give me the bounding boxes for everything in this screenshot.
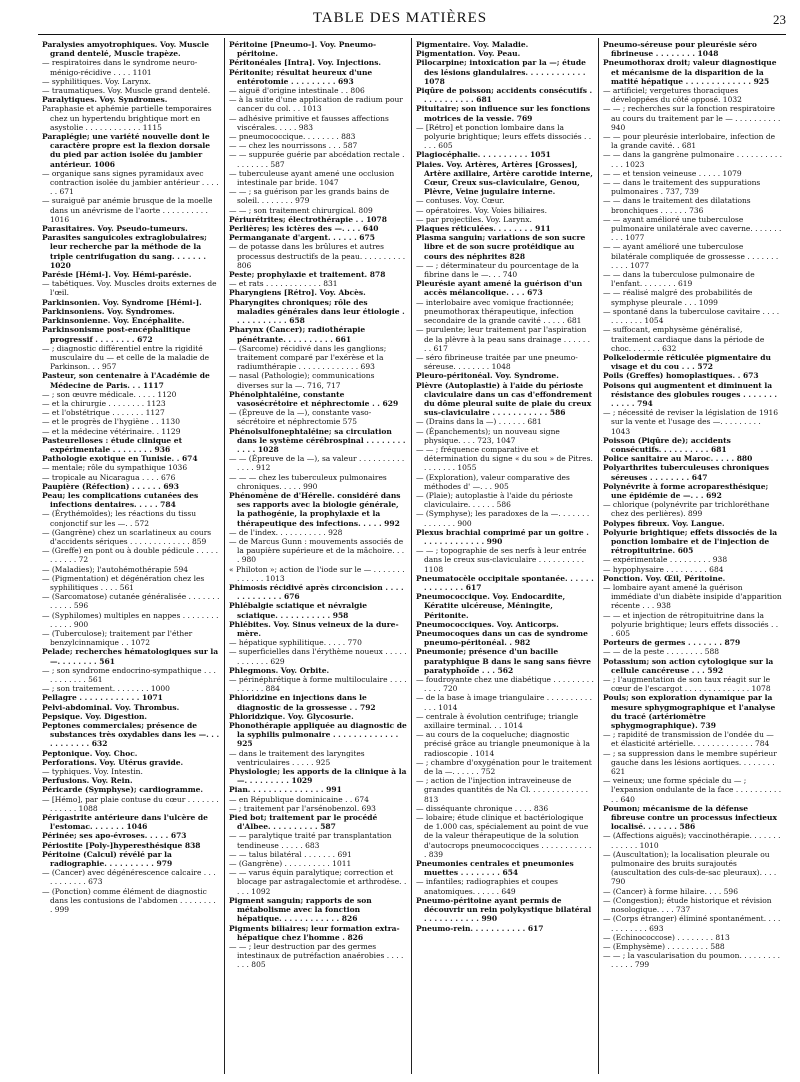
index-entry: Phénomène de d'Hérelle. considéré dans ses rapports avec la biologie générale, la pathogénie, la prophylaxie et la thérapeutique des infections. . . . . 992 [229,490,401,528]
index-entry: Plexus brachial comprimé par un goitre . . . . . . . . . . . . . 990 [416,527,589,546]
index-entry: Parasitaires. Voy. Pseudo-tumeurs. [42,224,188,234]
index-subentry: — — de la peste . . . . . . . . 588 [603,647,720,657]
index-subentry: — veineux; une forme spéciale du — ; l'expansion ondulante de la face . . . . . . . . . . . . 640 [603,776,782,804]
index-subentry: — de l'index. . . . . . . . . . . 928 [229,527,343,537]
index-entry: Ponction. Voy. Œil, Péritoine. [603,573,726,583]
index-subentry: — — — chez les tuberculeux pulmonaires chroniques. . . . . 990 [229,472,387,491]
index-entry: Paralytiques. Voy. Syndromes. [42,95,168,105]
index-subentry: — par projectiles. Voy. Larynx. [416,214,532,224]
index-subentry: — (Exploration), valeur comparative des méthodes d' —. . . 905 [416,472,570,491]
index-entry: Parkinsonienne. Voy. Encéphalite. [42,316,185,326]
index-entry: Pharynx (Cancer); radiothérapie pénétrante. . . . . . . . . . 661 [229,325,366,344]
index-entry: Polyarthrites tuberculeuses chroniques séreuses . . . . . . . . 647 [603,463,770,482]
index-subentry: — de la base à image triangulaire . . . . . . . . . . . . . 1014 [416,693,593,712]
index-entry: Pneumatocèle occipitale spontanée. . . . . . . . . . . . . . 617 [416,573,594,592]
index-subentry: — infantiles; radiographies et coupes anatomiques. . . . . . 649 [416,877,559,896]
index-subentry: — ; diagnostic différentiel entre la rigidité musculaire du — et celle de la maladie de Parkinson. . . 957 [42,343,210,372]
index-subentry: — — pour pleurésie interlobaire, infection de la grande cavité. . 681 [603,132,776,151]
index-entry: Pelade; recherches hématologiques sur la —. . . . . . . . 561 [42,647,219,666]
index-subentry: — hépatique syphilitique. . . . . 770 [229,638,362,648]
index-subentry: — tabétiques. Voy. Muscles droits externes de l'œil. [42,279,217,298]
index-subentry: — et l'obstétrique . . . . . . . 1127 [42,408,165,418]
index-entry: Périurétrites; électrothérapie . . 1078 [229,214,387,224]
index-column-3 [412,38,599,1074]
index-subentry: — ; son œuvre médicale. . . . . 1120 [42,389,177,399]
index-subentry: — (Pigmentation) et dégénération chez les syphilitiques . . . . 561 [42,573,205,592]
index-subentry: — (Emphysème) . . . . . . . . . 588 [603,941,725,951]
index-entry: Polynévrite à forme acroparesthésique; une épidémie de —. . . 692 [603,481,769,500]
index-subentry: — — ayant amélioré une tuberculose bilatérale compliquée de grossesse . . . . . . . . . . . 1077 [603,242,779,270]
index-subentry: — mentale; rôle du sympathique 1036 [42,463,188,473]
index-entry: Pharyngites chroniques; rôle des maladies générales dans leur étiologie . . . . . . . . . . . 658 [229,297,405,326]
index-entry: Peptones commerciales; présence de substances très oxydables dans les —. . . . . . . . . . . 632 [42,721,220,749]
index-subentry: — (Greffe) en pont ou à double pédicule . . . . . . . . . . . 72 [42,546,219,565]
index-subentry: — (Symphyse); les paradoxes de la —. . . . . . . . . . . . . . 900 [416,509,590,528]
index-subentry: — nasal (Pathologie); communications diverses sur la —. 716, 717 [229,371,375,390]
index-subentry: — pneumococcique. . . . . . . . 883 [229,132,356,142]
index-subentry: — purulente; leur traitement par l'aspiration de la plèvre à la peau sans drainage . . . . . . . . 617 [416,325,590,353]
index-subentry: Paraphasie et aphémie partielle temporaires chez un hypertendu brightique mort en asystolie . . . . . . . . . . . . 1115 [42,104,212,132]
index-subentry: — — dans la tuberculose pulmonaire de l'enfant. . . . . . . . 619 [603,270,755,289]
index-entry: Phimosis récidivé après circoncision . . . . . . . . . . . . . 676 [229,582,404,602]
index-column-2 [225,38,412,1074]
index-entry: Péritonéales [Intra]. Voy. Injections. [229,58,382,68]
index-entry: Phlébalgie sciatique et névralgie sciatique. . . . . . . . . . . 958 [229,601,367,620]
index-subentry: — — suppurée guérie par abcédation rectale . . . . . . . . 587 [229,150,405,169]
index-subentry: — ; son syndrome endocrino-sympathique . . . . . . . . . . . 561 [42,665,216,685]
index-subentry: — — et injection de rétropituitrine dans la polyurie brightique; leurs effets dissociés . . . 605 [603,610,779,638]
index-entry: Périostite [Poly-]hyperesthésique 838 [42,840,201,850]
index-subentry: — — (Épreuve de la —), sa valeur . . . . . . . . . . . . . . 912 [229,454,405,473]
index-subentry: — en République dominicaine . . 674 [229,794,369,804]
index-entry: Péritonite; résultat heureux d'une entérotomie . . . . . . . . . 693 [229,67,373,86]
index-subentry: — suraiguë par anémie brusque de la moelle dans un anévrisme de l'aorte . . . . . . . . . . 1016 [42,196,213,224]
index-entry: Poisson (Piqûre de); accidents consécutifs. . . . . . . . . . 681 [603,435,731,454]
index-subentry: — ; action de l'injection intraveineuse de grandes quantités de Na Cl. . . . . . . . . . . . . 813 [416,776,588,804]
index-subentry: — (Corps étranger) éliminé spontanément. . . . . . . . . . . . 693 [603,914,781,933]
index-subentry: — — paralytique traité par transplantation tendineuse . . . . . 683 [229,831,392,850]
index-subentry: — (Cancer) à forme hilaire. . . . 596 [603,886,738,896]
index-entry: Périgastrite antérieure dans l'ulcère de l'estomac. . . . . . . 1046 [42,813,208,832]
index-subentry: — — et tension veineuse . . . . . 1079 [603,168,742,178]
index-subentry: — typhiques. Voy. Intestin. [42,767,143,777]
index-subentry: — (Affections aiguës); vaccinothérapie. . . . . . . . . . . . . 1010 [603,831,781,850]
index-subentry: — centrale à évolution centrifuge; triangle axillaire terminal. . . 1014 [416,711,579,731]
index-subentry: — (Echinococcose) . . . . . . . . 813 [603,932,730,942]
index-subentry: — et rats . . . . . . . . . . . . 831 [229,279,338,289]
index-subentry: — — réalisé malgré des probabilités de symphyse pleurale . . . 1099 [603,288,753,307]
index-entry: Pneumo-péritoine ayant permis de découvrir un rein polykystique bilatéral . . . . . . . . . . . 990 [416,895,592,924]
index-subentry: — dans le traitement des laryngites ventriculaires . . . . . 925 [229,748,365,767]
header-rule [38,34,786,35]
index-subentry: — (Épreuve de la —), constante vaso-sécrétoire et néphrectomie 575 [229,408,372,427]
index-subentry: — (Épanchements); un nouveau signe physique. . . . 723, 1047 [416,426,560,445]
index-entry: Permanganate d'argent. . . . . . 675 [229,233,375,243]
index-entry: Perlières; les ictères des —. . . . 640 [229,224,379,234]
index-entry: Parasites sanguicoles extraglobulaires; leur recherche par la méthode de la triple centrifugation du sang. . . . . . . 1020 [42,233,207,270]
index-entry: Paupière (Réfection) . . . . . . 693 [42,481,179,491]
index-subentry: — ; rapidité de transmission de l'ondée du — et élasticité artérielle. . . . . . . . . . . . . 784 [603,730,774,749]
index-subentry: — au cours de la coqueluche; diagnostic précisé grâce au triangle pneumonique à la radioscopie . 1014 [416,730,590,758]
index-subentry: — — ; la vascularisation du poumon. . . . . . . . . . . . . . 799 [603,951,780,970]
index-subentry: — organique sans signes pyramidaux avec contraction isolée du jambier antérieur . . . . . . 671 [42,168,219,197]
index-subentry: — séro fibrineuse traitée par une pneumo-séreuse. . . . . . . . 1048 [416,352,578,372]
index-column-1 [38,38,225,1074]
index-subentry: — foudroyante chez une diabétique . . . . . . . . . . . . . 720 [416,675,594,694]
index-subentry: — ; l'augmentation de son taux réagit sur le cœur de l'escargot . . . . . . . . . . . . . . 1078 [603,675,771,694]
index-entry: Poumon; mécanisme de la défense fibreuse contre un processus infectieux localisé. . . . . . . 586 [603,803,777,832]
index-entry: Porteurs de germes . . . . . . . 879 [603,638,741,648]
index-entry: Parkinsoniens. Voy. Syndromes. [42,306,175,316]
index-entry: Phloridzique. Voy. Glycosurie. [229,711,354,721]
index-subentry: — ; sa suppression dans le membre supérieur gauche dans les lésions aortiques. . . . . . . . 621 [603,748,777,777]
index-entry: Pituitaire; son influence sur les fonctions motrices de la vessie. 769 [416,104,591,123]
index-subentry: — — ; leur destruction par des germes intestinaux de putréfaction anaérobies . . . . . . . 805 [229,941,404,970]
index-subentry: — — varus équin paralytique; correction et blocage par astragalectomie et arthrodèse. . . . . 1092 [229,868,407,896]
index-subentry: — — ayant amélioré une tuberculose pulmonaire unilatérale avec caverne. . . . . . . . . . 1077 [603,214,782,243]
index-entry: Pneumococcique. Voy. Endocardite, Kératite ulcéreuse, Méningite, Péritonite. [416,592,566,620]
index-subentry: — tropicale au Nicaragua . . . . 676 [42,472,176,482]
index-entry: Pneumothorax droit; valeur diagnostique et mécanisme de la disparition de la matité hépatique . . . . . . . . . . . . . 925 [603,58,777,86]
index-subentry: — ; nécessité de reviser la législation de 1916 sur la vente et l'usage des —. . . . . . . . . 1043 [603,408,779,436]
index-subentry: — superficielles dans l'érythème noueux . . . . . . . . . . . . 629 [229,647,407,666]
index-subentry: — — ; son traitement chirurgical. 809 [229,205,373,215]
index-entry: Pilocarpine; intoxication par la —; étude des lésions glandulaires. . . . . . . . . . . . 1078 [416,58,586,86]
index-subentry: — hypophysaire . . . . . . . . . 684 [603,564,724,574]
index-entry: Polkelodermie réticulée pigmentaire du visage et du cou . . . 572 [603,352,772,372]
index-subentry: — ; son traitement. . . . . . . . 1000 [42,684,170,694]
index-entry: Plaies. Voy. Artères, Artères [Grosses], Artère axillaire, Artère carotide interne, Cœur, Creux sus-claviculaire, Genou, Plèvre, Veine jugulaire interne. [416,159,593,197]
index-entry: Pneumo-séreuse pour pleurésie séro fibrineuse . . . . . . . . 1048 [603,40,757,59]
index-entry: Pied bot; traitement par le procédé d'Albee. . . . . . . . . . 587 [229,813,378,832]
index-subentry: — (Érythémoïdes); les réactions du tissu conjonctif sur les —. . 572 [42,509,197,528]
index-subentry: — — ; fréquence comparative et détermination du signe « du sou » de Pitres. . . . . . . . 1055 [416,444,593,473]
index-subentry: — (Ponction) comme élément de diagnostic dans les contusions de l'abdomen . . . . . . . . . 999 [42,886,216,915]
index-entry: Plaques réticulées. . . . . . . . 911 [416,224,551,234]
index-subentry: — (Auscultation); la localisation pleurale ou pulmonaire des bruits surajoutés (auscultation des culs-de-sac pleuraux). . . . 790 [603,849,777,887]
index-entry: Parkinsonisme post-encéphalitique progressif . . . . . . . . 672 [42,325,191,344]
index-subentry: — (Sarcomatose) cutanée généralisée . . . . . . . . . . . . 596 [42,592,220,611]
index-entry: Pellagre . . . . . . . . . . . . 1071 [42,693,163,703]
index-subentry: — [Rétro] et ponction lombaire dans la polyurie brightique; leurs effets dissociés . . . . . 605 [416,122,592,151]
index-entry: Phlegmons. Voy. Orbite. [229,665,330,675]
index-entry: Police sanitaire au Maroc. . . . . 880 [603,454,753,464]
index-entry: Péricarde (Symphyse); cardiogramme. [42,785,204,795]
index-subentry: — (Sarcome) récidivé dans les ganglions; traitement comparé par l'exérèse et la radiumthérapie . . . . . . . . . . . . . 693 [229,343,387,372]
index-entry: Phonothérapie appliquée au diagnostic de la syphilis pulmonaire . . . . . . . . . . . . . 925 [229,721,407,749]
index-entry: Phloridzine en injections dans le diagnostic de la grossesse . . 792 [229,693,376,712]
index-entry: Péritoine (Calcul) révélé par la radiographie. . . . . . . . . . 979 [42,849,173,869]
index-subentry: — (Tuberculose); traitement par l'éther benzylcinnamique . . 1072 [42,629,193,648]
index-entry: Pasteur, son centenaire à l'Académie de Médecine de Paris. . . 1117 [42,371,210,390]
index-entry: Piqûre de poisson; accidents consécutifs . . . . . . . . . . . 681 [416,86,593,105]
index-subentry: — (Congestion); étude historique et révision nosologique. . . . 737 [603,895,772,915]
index-subentry: — interlobaire avec vomique fractionnée; pneumothorax thérapeutique, infection secondaire de la grande cavité . . . . . 681 [416,297,582,326]
index-entry: Pigmentation. Voy. Peau. [416,49,521,59]
index-subentry: — (Maladies); l'autohémothérapie 594 [42,564,189,574]
index-subentry: — et la médecine vétérinaire. . 1129 [42,426,181,436]
index-subentry: — traumatiques. Voy. Muscle grand dentelé. [42,86,211,96]
index-subentry: — (Gangrène) chez un scarlatineux au cours d'accidents sériques . . . . . . . . . . . . . 859 [42,527,212,546]
index-subentry: — de Marcus Gunn : mouvements associés de la paupière supérieure et de la mâchoire. . . . 980 [229,536,405,565]
index-entry: Pigmentaire. Voy. Maladie. [416,40,529,49]
index-entry: Peste; prophylaxie et traitement. 878 [229,270,386,280]
index-entry: Pathologie exotique en Tunisie. . 674 [42,454,198,464]
index-subentry: — périnéphrétique à forme multiloculaire . . . . . . . . . . 884 [229,675,407,694]
index-subentry: — — dans le traitement des suppurations pulmonaires . 737, 739 [603,178,761,197]
index-subentry: — — talus bilatéral . . . . . . . 691 [229,849,352,859]
index-subentry: — — ; topographie de ses nerfs à leur entrée dans le creux sus-claviculaire . . . . . . . . . . 1108 [416,546,587,574]
index-subentry: « Philoton »; action de l'iode sur le — . . . . . . . . . . . . . 1013 [229,564,405,583]
index-subentry: — ; chambre d'oxygénation pour le traitement de la —. . . . . . 752 [416,757,592,777]
page-title: TABLE DES MATIÈRES [312,10,488,26]
index-entry: Peau; les complications cutanées des infections dentaires. . . . . 784 [42,490,199,510]
index-entry: Péritoine [Pneumo-]. Voy. Pneumo-péritoine. [229,40,377,59]
index-subentry: — disséquante chronique . . . . 836 [416,803,549,813]
index-subentry: — suffocant, emphysème généralisé, traitement cardiaque dans la période de choc. . . . . . . 632 [603,325,765,353]
index-subentry: — syphilitiques. Voy. Larynx. [42,76,151,86]
index-subentry: — adhésive primitive et fausses affections viscérales. . . . . 983 [229,113,389,132]
index-subentry: — — chez les nourrissons . . . 587 [229,141,358,151]
index-subentry: — (Gangrène) . . . . . . . . . . 1011 [229,859,352,869]
index-entry: Perforations. Voy. Utérus gravide. [42,757,184,767]
index-subentry: — artificiel; vergetures thoraciques développées du côté opposé. 1032 [603,86,742,105]
index-entry: Pelvi-abdominal. Voy. Thrombus. [42,702,180,712]
index-subentry: — ; traitement par l'arsénobenzol. 693 [229,803,376,813]
index-subentry: — et le progrès de l'hygiène . . 1130 [42,417,180,427]
index-subentry: — (Cancer) avec dégénérescence calcaire . . . . . . . . . . . 673 [42,868,216,887]
index-entry: Pigment sanguin; rapports de son métabolisme avec la fonction hépatique. . . . . . . . . . . . 826 [229,895,372,924]
index-subentry: — à la suite d'une application de radium pour cancer du col. . . 1013 [229,95,403,114]
index-entry: Paraplégie; une variété nouvelle dont le caractère propre est la flexion dorsale du pied par action isolée du jambier antérieur. 1006 [42,132,211,169]
index-entry: Parésie [Hémi-]. Voy. Hémi-parésie. [42,270,192,280]
index-subentry: — chlorique (polynévrite par trichloréthane chez des perlières). 899 [603,500,770,519]
index-subentry: — et la chirurgie . . . . . . . . 1123 [42,398,166,408]
index-entry: Polyurie brightique; effets dissociés de la ponction lombaire et de l'injection de rétropituitrine. 605 [603,527,778,556]
index-subentry: — (Drains dans la —) . . . . . . 681 [416,417,542,427]
index-subentry: — — dans le traitement des dilatations bronchiques . . . . . . 736 [603,196,751,215]
index-subentry: — — ; recherches sur la fonction respiratoire au cours du traitement par le — . . . . . . . . . . 940 [603,104,781,132]
index-entry: Paralysies amyotrophiques. Voy. Muscle grand dentelé, Muscle trapèze. [42,40,210,59]
index-subentry: — lobaire; étude clinique et bactériologique de 1.000 cas, spécialement au point de vue de la valeur thérapeutique de la solution d'autocrops pneumococciques . . . . . . . . . . . . 839 [416,813,592,859]
index-subentry: — — ; déterminateur du pourcentage de la fibrine dans le —. . . 740 [416,260,579,280]
index-entry: Pouls; son exploration dynamique par la mesure sphygmographique et l'analyse du tracé (artériomètre sphygmographique). 739 [603,693,776,731]
index-entry: Pneumonie; présence d'un bacille paratyphique B dans le sang sans fièvre paratyphoïde . . . 562 [416,647,591,675]
index-entry: Pneumocoques dans un cas de syndrome pneumo-péritonéal. . 982 [416,629,588,648]
index-entry: Pleuro-péritonéal. Voy. Syndrome. [416,371,559,381]
index-entry: Pian. . . . . . . . . . . . . . . 991 [229,785,342,795]
index-entry: Parkinsonien. Voy. Syndrome [Hémi-]. [42,297,202,307]
index-entry: Pneumonies centrales et pneumonies muettes . . . . . . . . 654 [416,859,574,878]
page-number: 23 [773,12,786,27]
index-subentry: — respiratoires dans le syndrome neuro-ménigo-récidive . . . . 1101 [42,58,198,77]
index-entry: Poils (Greffes) homoplastiques. . 673 [603,371,759,381]
index-subentry: — contuses. Voy. Cœur. [416,196,505,206]
index-entry: Pasteurelloses : étude clinique et expérimentale . . . . . . . . 936 [42,435,183,454]
index-subentry: — lombaire ayant amené la guérison immédiate d'un diabète insipide d'apparition récente . . . 938 [603,582,782,611]
index-subentry: — — ; sa guérison par les grands bains de soleil. . . . . . . . 979 [229,187,390,206]
index-subentry: — [Hémo], par plaie contuse du cœur . . . . . . . . . . . . . 1088 [42,794,219,813]
index-subentry: — (Syphilomes) multiples en nappes . . . . . . . . . . . . . 900 [42,610,219,629]
index-subentry: — opératoires. Voy. Voies biliaires. [416,205,547,215]
index-columns [38,38,786,1074]
index-entry: Peptonique. Voy. Choc. [42,748,138,758]
index-entry: Potassium; son action cytologique sur la cellule cancéreuse . . . 592 [603,656,774,675]
index-entry: Poisons qui augmentent et diminuent la résistance des globules rouges . . . . . . . . . . . . 794 [603,380,778,408]
index-entry: Physiologie; les apports de la clinique à la —. . . . . . . . . 1029 [229,767,407,786]
index-subentry: — tuberculeuse ayant amené une occlusion intestinale par bride. 1047 [229,168,395,188]
index-entry: Plasma sanguin; variations de son sucre libre et de son sucre protéidique au cours des néphrites 828 [416,233,586,261]
index-entry: Périnée; ses apo-évroses. . . . . 673 [42,831,187,841]
index-entry: Pneumo-rein. . . . . . . . . . . 617 [416,923,544,933]
index-entry: Plèvre (Autoplastie) à l'aide du périoste claviculaire dans un cas d'effondrement du dôme pleural suite de plaie du creux sus-claviculaire . . . . . . . . . . . 586 [416,380,593,418]
index-subentry: — de potasse dans les brûlures et autres processus destructifs de la peau. . . . . . . . . . 806 [229,242,406,270]
index-subentry: — expérimentale . . . . . . . . . 938 [603,555,728,565]
index-entry: Pleurésie ayant amené la guérison d'un accès mélancolique. . . . 673 [416,279,583,298]
index-entry: Pharyngiens [Rétro]. Voy. Abcès. [229,288,366,298]
index-entry: Plagiocéphalie. . . . . . . . . . 1051 [416,150,551,160]
index-subentry: — spontané dans la tuberculose cavitaire . . . . . . . . . . . 1054 [603,306,780,326]
index-entry: Phlébites. Voy. Sinus veineux de la dure-mère. [229,619,399,638]
index-subentry: — aiguë d'origine intestinale . . 806 [229,86,365,96]
index-entry: Pigments biliaires; leur formation extra-hépatique chez l'homme . 826 [229,923,400,942]
index-entry: Pneumococciques. Voy. Anticorps. [416,619,559,629]
index-column-4 [599,38,786,1074]
index-entry: Phénolphtaléine, constante vasosécrétoire et néphrectomie . . 629 [229,389,399,408]
index-entry: Perfusions. Voy. Rein. [42,776,133,786]
index-entry: Polypes fibreux. Voy. Langue. [603,518,725,528]
index-entry: Phénolsulfonephtaléine; sa circulation dans le système cérébrospinal . . . . . . . . . . . . 1028 [229,426,406,454]
index-subentry: — (Plaie); autoplastie à l'aide du périoste claviculaire. . . . . . 586 [416,490,573,510]
index-subentry: — — dans la gangrène pulmonaire . . . . . . . . . . . . . 1023 [603,150,783,169]
index-entry: Pepsique. Voy. Digestion. [42,711,148,721]
